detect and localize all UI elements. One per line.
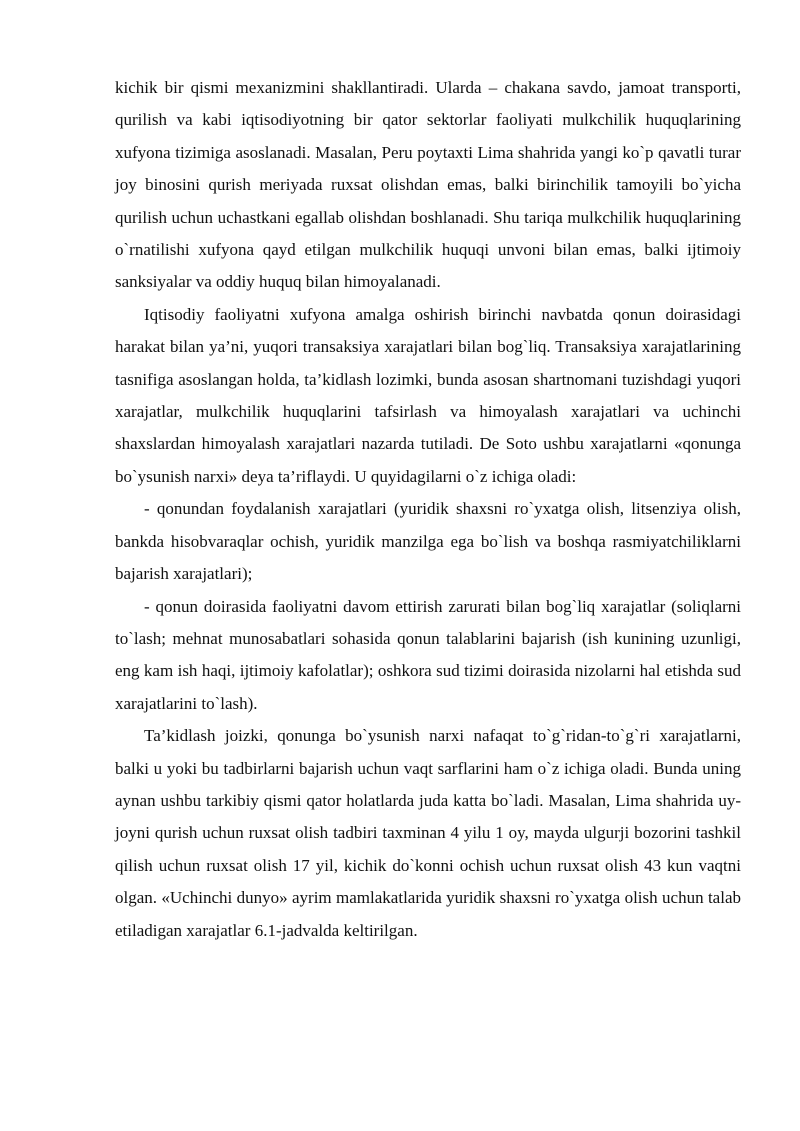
list-item-2: - qonun doirasida faoliyatni davom ettirish zarurati bilan bog`liq xarajatlar (soliqlarni to`lash; mehnat munosabatlari sohasida qonun talablarini bajarish (ish kunining uzunligi, eng kam ish haqi, ijtimoiy kafolatlar); oshkora sud tizimi doirasida nizolarni hal etishda sud xarajatlarini to`lash). <box>115 596 741 713</box>
list-item-1: - qonundan foydalanish xarajatlari (yuridik shaxsni ro`yxatga olish, litsenziya olish, bankda hisobvaraqlar ochish, yuridik manzilga ega bo`lish va boshqa rasmiyatchiliklarni bajarish xarajatlari); <box>115 499 741 584</box>
paragraph-3: Ta’kidlash joizki, qonunga bo`ysunish narxi nafaqat to`g`ridan-to`g`ri xarajatlarni, balki u yoki bu tadbirlarni bajarish uchun vaqt sarflarini ham o`z ichiga oladi. Bunda uning aynan ushbu tarkibiy qismi qator holatlarda juda katta bo`ladi. Masalan, Lima shahrida uy-joyni qurish uchun ruxsat olish tadbiri taxminan 4 yilu 1 oy, mayda ulgurji bozorini tashkil qilish uchun ruxsat olish 17 yil, kichik do`konni ochish uchun ruxsat olish 43 kun vaqtni olgan. «Uchinchi dunyo» ayrim mamlakatlarida yuridik shaxsni ro`yxatga olish uchun talab etiladigan xarajatlar 6.1-jadvalda keltirilgan. <box>115 726 741 940</box>
paragraph-2: Iqtisodiy faoliyatni xufyona amalga oshirish birinchi navbatda qonun doirasidagi harakat bilan ya’ni, yuqori transaksiya xarajatlari bilan bog`liq. Transaksiya xarajatlarining tasnifiga asoslangan holda, ta’kidlash lozimki, bunda asosan shartnomani tuzishdagi yuqori xarajatlar, mulkchilik huquqlarini tafsirlash va himoyalash xarajatlari va uchinchi shaxslardan himoyalash xarajatlari nazarda tutiladi. De Soto ushbu xarajatlarni «qonunga bo`ysunish narxi» deya ta’riflaydi. U quyidagilarni o`z ichiga oladi: <box>115 304 741 486</box>
document-page <box>115 72 741 947</box>
paragraph-1: kichik bir qismi mexanizmini shakllantiradi. Ularda – chakana savdo, jamoat transporti, qurilish va kabi iqtisodiyotning bir qator sektorlar faoliyati mulkchilik huquqlarining xufyona tizimiga asoslanadi. Masalan, Peru poytaxti Lima shahrida yangi ko`p qavatli turar joy binosini qurish meriyada ruxsat olishdan emas, balki birinchilik tamoyili bo`yicha qurilish uchun uchastkani egallab olishdan boshlanadi. Shu tariqa mulkchilik huquqlarining o`rnatilishi xufyona qayd etilgan mulkchilik huquqi unvoni bilan emas, balki ijtimoiy sanksiyalar va oddiy huquq bilan himoyalanadi. <box>115 78 741 292</box>
